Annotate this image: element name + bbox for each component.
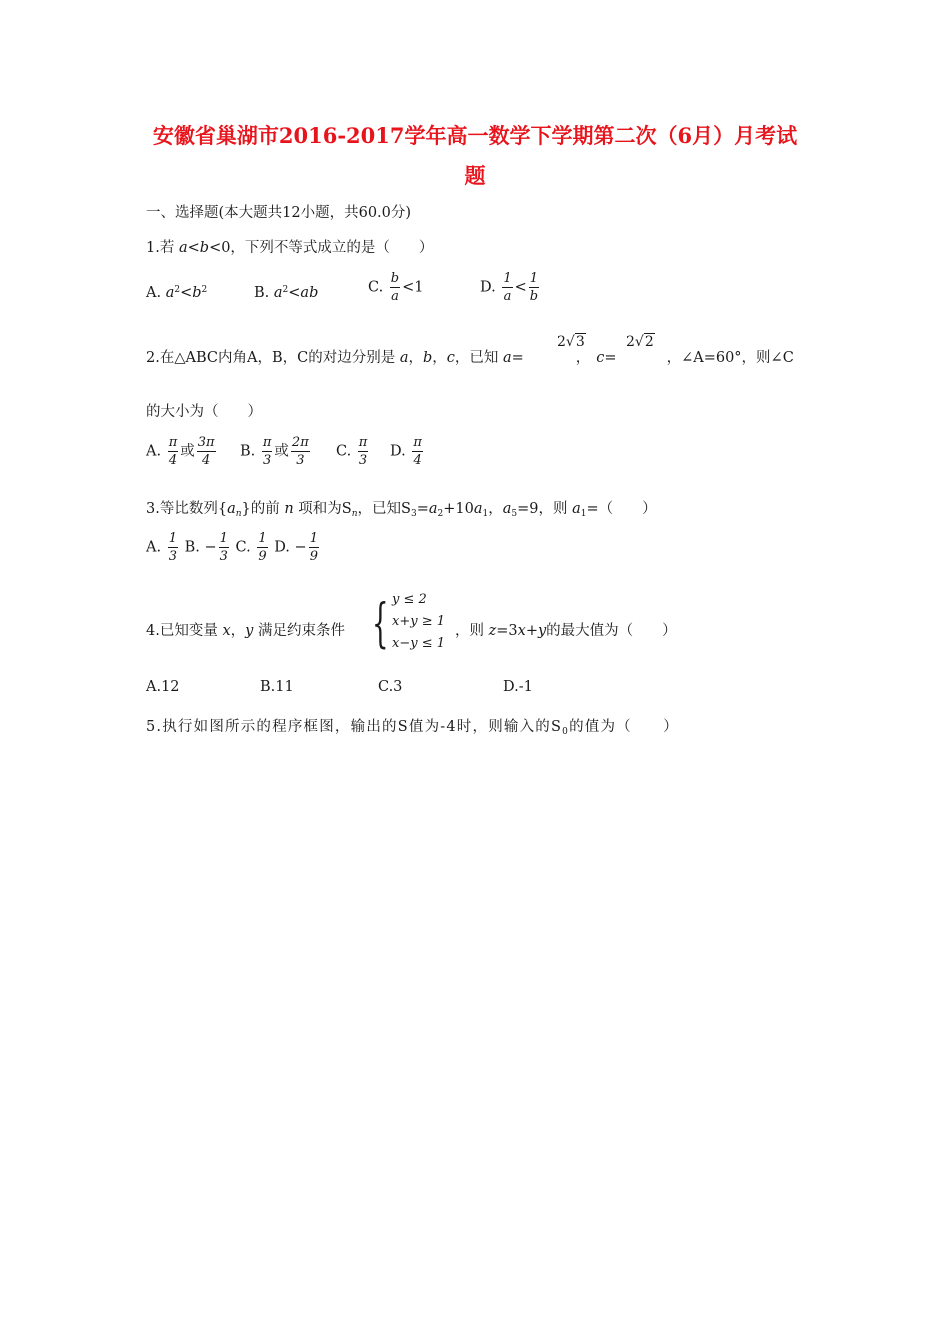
var-a: a xyxy=(165,285,175,301)
var-y: y xyxy=(537,623,547,639)
text: ，则 xyxy=(455,623,489,639)
c-equals: c= xyxy=(596,350,617,366)
denominator: b xyxy=(529,289,539,304)
constraint-text: 满足约束条件 xyxy=(253,623,345,639)
fraction xyxy=(390,270,400,305)
numerator: 1 xyxy=(258,531,267,546)
question-1 xyxy=(146,236,433,257)
var-a: a xyxy=(502,501,512,517)
numerator: 1 xyxy=(219,531,228,546)
subscript: 3 xyxy=(410,509,417,519)
q1-option-d xyxy=(480,270,541,305)
q4-prefix: 4.已知变量 xyxy=(146,623,223,639)
var-z: z xyxy=(488,623,497,639)
denominator: a xyxy=(391,289,399,304)
numerator: 1 xyxy=(168,531,177,546)
denominator: 3 xyxy=(263,453,272,468)
q2-option-a xyxy=(146,434,218,469)
q2-option-b xyxy=(240,434,312,469)
fraction xyxy=(412,434,423,469)
text: ， xyxy=(488,501,503,517)
q1-option-b xyxy=(254,285,318,301)
q4-option-a: A.12 xyxy=(146,679,180,695)
fraction xyxy=(309,530,319,565)
q2-option-d xyxy=(390,434,425,469)
var-b: b xyxy=(422,350,433,366)
question-2-line2: 的大小为（ ） xyxy=(146,404,262,420)
var-b: b xyxy=(199,240,210,256)
constraint-row-2: x+y ≥ 1 xyxy=(392,614,445,629)
numerator: π xyxy=(168,435,178,450)
plus-sign: + xyxy=(525,623,538,639)
denominator: 3 xyxy=(296,453,305,468)
var-x: x xyxy=(517,623,526,639)
numerator: π xyxy=(358,435,368,450)
var-y: y xyxy=(245,623,254,639)
numerator: 1 xyxy=(503,271,512,286)
subscript: 0 xyxy=(562,727,570,737)
or-word: 或 xyxy=(274,443,289,460)
numerator: 1 xyxy=(529,271,539,286)
comma: ， xyxy=(408,350,423,366)
subscript: 1 xyxy=(482,509,489,519)
q4-option-d: D.-1 xyxy=(503,679,533,695)
minus-sign: − xyxy=(204,539,217,556)
fraction xyxy=(291,434,310,469)
option-label: A. xyxy=(146,285,166,301)
denominator: 3 xyxy=(168,549,177,564)
subscript: n xyxy=(351,509,358,519)
denominator: 3 xyxy=(219,549,228,564)
or-word: 或 xyxy=(180,443,195,460)
fraction xyxy=(262,434,273,469)
coefficient: 2 xyxy=(626,334,635,350)
option-label: C. xyxy=(368,279,388,296)
coefficient: 2 xyxy=(557,334,566,350)
q5-tail: 的值为（ ） xyxy=(569,719,679,735)
radicand: 2 xyxy=(644,334,654,350)
question-4-tail xyxy=(455,619,677,640)
fraction xyxy=(257,530,267,565)
q5-stem: 5.执行如图所示的程序框图，输出的S值为-4时，则输入的S xyxy=(146,719,563,735)
question-2 xyxy=(146,346,794,367)
a-equals: a= xyxy=(503,350,524,366)
fraction xyxy=(168,530,178,565)
fraction xyxy=(529,270,539,305)
sqrt-expression-c xyxy=(626,334,655,350)
option-label: C. xyxy=(336,443,356,460)
q3-prefix: 3.等比数列{ xyxy=(146,501,228,517)
denominator: a xyxy=(503,289,512,304)
option-label: D. xyxy=(480,279,501,296)
q4-option-c: C.3 xyxy=(378,679,403,695)
q1-prefix: 1.若 xyxy=(146,240,179,256)
subscript: 1 xyxy=(580,509,587,519)
q2-option-c xyxy=(336,434,370,469)
comma: ， xyxy=(230,623,246,639)
less-than: < xyxy=(288,285,301,301)
numerator: π xyxy=(413,435,422,450)
var-a: a xyxy=(572,501,581,517)
subscript: 5 xyxy=(511,509,518,519)
q4-option-b: B.11 xyxy=(260,679,294,695)
denominator: 4 xyxy=(168,453,178,468)
option-label: D. xyxy=(274,539,295,556)
constraint-row-3: x−y ≤ 1 xyxy=(392,636,445,651)
subscript: n xyxy=(235,509,242,519)
text: = xyxy=(416,501,429,517)
denominator: 4 xyxy=(202,453,211,468)
option-label: A. xyxy=(146,443,166,460)
subscript: 2 xyxy=(437,509,444,519)
exponent: 2 xyxy=(201,285,208,295)
option-label: D. xyxy=(390,443,411,460)
var-ab: ab xyxy=(300,285,319,301)
minus-sign: − xyxy=(294,539,307,556)
q2-tail: ，∠A=60°，则∠C xyxy=(666,350,794,366)
text: ，已知S xyxy=(357,501,411,517)
var-a: a xyxy=(178,240,188,256)
text: 项和为S xyxy=(293,501,352,517)
comparison: <1 xyxy=(402,279,424,296)
sqrt-sign: √3 xyxy=(565,334,585,350)
radicand: 3 xyxy=(575,334,585,350)
text: =9，则 xyxy=(517,501,573,517)
q4-tail: 的最大值为（ ） xyxy=(546,623,677,639)
comma: ， xyxy=(432,350,447,366)
var-a: a xyxy=(399,350,409,366)
less-than: < xyxy=(180,285,193,301)
numerator: π xyxy=(262,435,272,450)
q3-options xyxy=(146,530,321,565)
var-c: c xyxy=(446,350,455,366)
var-a: a xyxy=(273,285,283,301)
var-a: a xyxy=(428,501,438,517)
fraction xyxy=(168,434,179,469)
q1-option-a xyxy=(146,285,207,301)
exponent: 2 xyxy=(282,285,289,295)
denominator: 3 xyxy=(358,453,368,468)
comma: ， xyxy=(575,350,591,366)
text: +10 xyxy=(443,501,474,517)
less-than: < xyxy=(514,279,527,296)
numerator: 1 xyxy=(309,531,318,546)
var-a: a xyxy=(227,501,236,517)
option-label: B. xyxy=(240,443,260,460)
var-a: a xyxy=(473,501,483,517)
exam-title-line2: 题 xyxy=(464,163,486,188)
denominator: 9 xyxy=(309,549,318,564)
numerator: b xyxy=(390,271,400,286)
q3-tail: =（ ） xyxy=(586,501,657,517)
less-than: < xyxy=(187,240,200,256)
question-4-lead xyxy=(146,619,345,640)
var-x: x xyxy=(222,623,231,639)
numerator: 3π xyxy=(197,435,215,450)
denominator: 4 xyxy=(413,453,422,468)
question-5 xyxy=(146,715,679,736)
text: =3 xyxy=(496,623,518,639)
var-n: n xyxy=(284,501,294,517)
option-label: C. xyxy=(235,539,256,556)
fraction xyxy=(358,434,369,469)
exponent: 2 xyxy=(174,285,181,295)
option-label: B. xyxy=(184,539,205,556)
exam-title-line1: 安徽省巢湖市2016-2017学年高一数学下学期第二次（6月）月考试 xyxy=(152,123,798,148)
q1-option-c xyxy=(368,270,424,305)
option-label: A. xyxy=(146,539,166,556)
var-b: b xyxy=(192,285,202,301)
denominator: 9 xyxy=(258,549,267,564)
q2-prefix: 2.在△ABC内角A，B，C的对边分别是 xyxy=(146,350,400,366)
sqrt-expression-a xyxy=(557,334,586,350)
option-label: B. xyxy=(254,285,274,301)
fraction xyxy=(219,530,229,565)
constraint-row-1: y ≤ 2 xyxy=(392,592,427,607)
left-brace: { xyxy=(372,594,389,654)
question-3 xyxy=(146,497,657,518)
q1-stem: <0，下列不等式成立的是（ ） xyxy=(209,240,434,256)
fraction xyxy=(197,434,216,469)
section-heading: 一、选择题(本大题共12小题，共60.0分) xyxy=(146,205,412,221)
fraction xyxy=(502,270,512,305)
text: }的前 xyxy=(241,501,285,517)
numerator: 2π xyxy=(291,435,309,450)
known-text: ，已知 xyxy=(454,350,503,366)
sqrt-sign: √2 xyxy=(634,334,654,350)
